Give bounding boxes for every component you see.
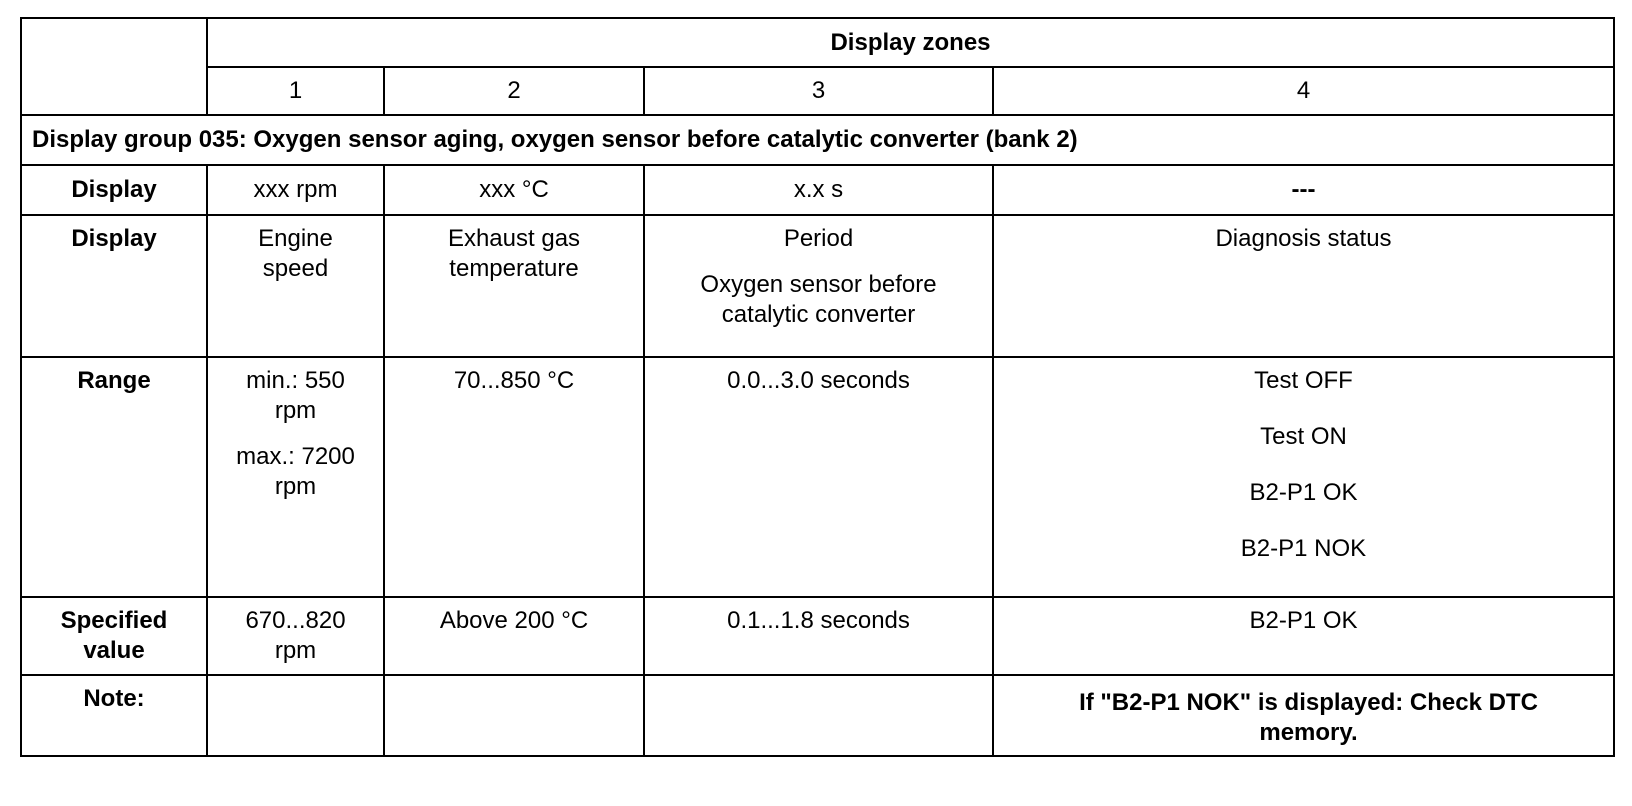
status-b2p1-ok: B2-P1 OK	[1249, 479, 1358, 506]
exhaust-temp-line-2: temperature	[449, 255, 579, 282]
group-title: Display group 035: Oxygen sensor aging, oxygen sensor before catalytic converter (bank 2)	[21, 115, 1614, 165]
display-units-zone-3: x.x s	[644, 165, 993, 215]
header-row-display-zones	[21, 18, 1614, 67]
display-desc-zone-4: Diagnosis status	[993, 215, 1614, 357]
engine-speed-line-2: speed	[262, 255, 329, 282]
zone-number-4: 4	[993, 67, 1614, 115]
range-zone-2: 70...850 °C	[384, 357, 644, 597]
specified-value-row	[21, 597, 1614, 675]
specified-speed-line-2: rpm	[274, 637, 317, 664]
note-zone-2	[384, 675, 644, 756]
range-max-line-1: max.: 7200	[236, 443, 355, 470]
header-row-zone-numbers	[21, 67, 1614, 115]
row-label-specified-value	[21, 597, 207, 675]
o2-sensor-line-1: Oxygen sensor before	[700, 271, 937, 298]
note-zone-4	[993, 675, 1614, 756]
specified-zone-1	[207, 597, 384, 675]
range-min-line-1: min.: 550	[246, 367, 345, 394]
zone-number-3: 3	[644, 67, 993, 115]
o2-sensor-line-2: catalytic converter	[721, 301, 916, 328]
range-min-line-2: rpm	[274, 397, 317, 424]
note-zone-1	[207, 675, 384, 756]
range-gap	[208, 426, 383, 442]
range-row	[21, 357, 1614, 597]
row-label-display-description: Display	[21, 215, 207, 357]
header-corner-cell	[21, 18, 207, 115]
exhaust-temp-line-1: Exhaust gas	[447, 225, 581, 252]
note-row	[21, 675, 1614, 756]
range-zone-4	[993, 357, 1614, 597]
group-title-row	[21, 115, 1614, 165]
period-gap	[645, 254, 992, 270]
display-desc-zone-1	[207, 215, 384, 357]
specified-label-line-1: Specified	[60, 607, 168, 634]
engine-speed-line-1: Engine	[258, 225, 333, 252]
display-units-zone-1: xxx rpm	[207, 165, 384, 215]
display-units-row	[21, 165, 1614, 215]
display-desc-zone-3	[644, 215, 993, 357]
note-line-2: memory.	[1259, 719, 1358, 746]
note-line-1: If "B2-P1 NOK" is displayed: Check DTC	[1079, 689, 1538, 716]
range-max-line-2: rpm	[274, 473, 317, 500]
range-zone-1	[207, 357, 384, 597]
status-b2p1-nok: B2-P1 NOK	[1240, 535, 1367, 562]
period-label: Period	[783, 225, 854, 252]
display-description-row	[21, 215, 1614, 357]
display-desc-zone-2	[384, 215, 644, 357]
range-zone-3: 0.0...3.0 seconds	[644, 357, 993, 597]
document-page	[20, 17, 1615, 757]
display-group-table	[20, 17, 1615, 757]
specified-label-line-2: value	[83, 637, 145, 664]
specified-zone-3: 0.1...1.8 seconds	[644, 597, 993, 675]
row-label-range: Range	[21, 357, 207, 597]
row-label-display-units: Display	[21, 165, 207, 215]
row-label-note: Note:	[21, 675, 207, 756]
display-units-zone-4: ---	[993, 165, 1614, 215]
zone-number-1: 1	[207, 67, 384, 115]
status-test-on: Test ON	[1260, 423, 1347, 450]
specified-zone-4: B2-P1 OK	[993, 597, 1614, 675]
specified-speed-line-1: 670...820	[245, 607, 346, 634]
zone-number-2: 2	[384, 67, 644, 115]
display-zones-heading: Display zones	[207, 18, 1614, 67]
display-units-zone-2: xxx °C	[384, 165, 644, 215]
note-zone-3	[644, 675, 993, 756]
status-test-off: Test OFF	[1254, 367, 1353, 394]
specified-zone-2: Above 200 °C	[384, 597, 644, 675]
